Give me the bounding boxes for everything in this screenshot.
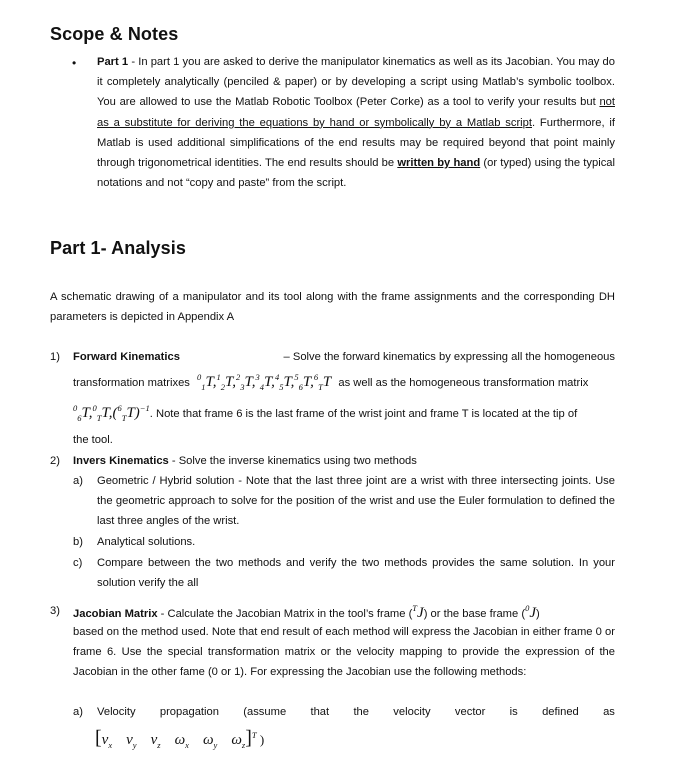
item3a-label: a) xyxy=(73,706,83,718)
item3a-word: is xyxy=(509,706,518,718)
item3-paragraph: based on the method used. Note that end result of each method will express the Jacobian in either frame 0 or frame 6. Use the special transformation matrix or the velocity mapping to provide the expression of the Jacobian in the other fame (0 or 1). For expressing the Jacobian use the following methods: xyxy=(73,626,615,679)
item3a-word: vector xyxy=(454,706,486,718)
item2c-text: Compare between the two methods and verify the two methods provides the same solution. In your solution verify the all xyxy=(97,557,615,590)
bullet-text-1: - In part 1 you are asked to derive the manipulator kinematics as well as its Jacobian. You may do it completely analytically (penciled & paper) or by developing a script using Matlab’s symbolic toolbox. You are allowed to use the Matlab Robotic Toolbox (Peter Corke) as a tool to verify your results but xyxy=(97,56,616,109)
item3-line1 xyxy=(73,603,615,622)
item3-line1-text-c: ) xyxy=(535,608,540,620)
item3a-word: that xyxy=(310,706,330,718)
bullet-text-3: (or typed) using the typical notations and not “copy and paste” from the script. xyxy=(97,157,616,190)
velocity-vector-formula: [$v_x$ $v_y$ $v_z$ $\omega_x$ $\omega_y$ $\omega_z]^T$ ) xyxy=(95,727,265,750)
item1-title: Forward Kinematics xyxy=(73,351,180,363)
item1-line3 xyxy=(73,403,577,423)
bullet-text-2: . Furthermore, if Matlab is used additional simplifications of the end results may be required beyond that point mainly through trigonometrical identities. The end results should be xyxy=(97,116,615,170)
item3-title: Jacobian Matrix xyxy=(73,608,158,620)
item3a-line xyxy=(97,706,615,718)
item3a-word: as xyxy=(603,706,615,718)
bullet-icon: • xyxy=(72,56,77,70)
item3-line1-text-a: - Calculate the Jacobian Matrix in the tool’s frame ( xyxy=(157,608,413,620)
section-heading-part1: Part 1- Analysis xyxy=(50,238,186,258)
tool-frame-jacobian-formula: $^T$J xyxy=(412,603,424,621)
item2-number: 2) xyxy=(50,455,60,467)
scope-bullet-paragraph xyxy=(97,52,615,193)
item3a-word: velocity xyxy=(393,706,431,718)
item1-number: 1) xyxy=(50,351,60,363)
item2a-label: a) xyxy=(73,475,83,487)
item2b-text: Analytical solutions. xyxy=(97,536,196,548)
base-frame-jacobian-formula: $^0$J xyxy=(525,603,536,621)
item3a-word: (assume xyxy=(243,706,287,718)
item3a-word: Velocity xyxy=(97,706,136,718)
item2c-label: c) xyxy=(73,557,83,569)
item2a-text: Geometric / Hybrid solution - Note that the last three joint are a wrist with three intersecting joints. Use the geometric approach to solve for the position of the wrist and use the Euler formulation to defined the last three angles of the wrist. xyxy=(97,475,615,528)
item3a-word: the xyxy=(353,706,369,718)
item1-line2-text-a: transformation matrixes xyxy=(73,377,190,389)
item2-text: - Solve the inverse kinematics using two methods xyxy=(168,455,417,467)
item1-line2 xyxy=(73,372,615,392)
transform-matrices-formula: $^0_1$T,$^1_2$T,$^2_3$T,$^3_4$T,$^4_5$T,$^5_6$T,$^6_T$T xyxy=(197,372,332,392)
bullet-underlined-text: not as a substitute for deriving the equations by hand or symbolically by a Matlab script xyxy=(97,96,615,129)
item1-line4: the tool. xyxy=(73,434,113,446)
section-heading-scope: Scope & Notes xyxy=(50,24,179,44)
bullet-bold-underlined-text: written by hand xyxy=(397,157,481,170)
item3a-word: propagation xyxy=(159,706,219,718)
item3-number: 3) xyxy=(50,605,60,617)
item2-line xyxy=(73,455,417,467)
item1-line1-text: – Solve the forward kinematics by expressing all the homogeneous xyxy=(283,351,615,363)
bullet-lead: Part 1 xyxy=(97,56,129,68)
item3a-word: defined xyxy=(542,706,579,718)
item3-line1-text-b: ) or the base frame ( xyxy=(423,608,526,620)
part1-intro: A schematic drawing of a manipulator and its tool along with the frame assignments and the corresponding DH parameters is depicted in Appendix A xyxy=(50,291,615,324)
item1-line2-text-b: as well as the homogeneous transformation matrix xyxy=(338,377,589,389)
item2b-label: b) xyxy=(73,536,83,548)
tool-transform-formula: $^0_6T,^0_TT,(^6_TT)^{-1}$ xyxy=(73,403,150,423)
item1-line3-text: . Note that frame 6 is the last frame of the wrist joint and frame T is located at the tip of xyxy=(149,408,578,420)
item1-line1 xyxy=(73,351,615,363)
item2-title: Invers Kinematics xyxy=(73,455,169,467)
